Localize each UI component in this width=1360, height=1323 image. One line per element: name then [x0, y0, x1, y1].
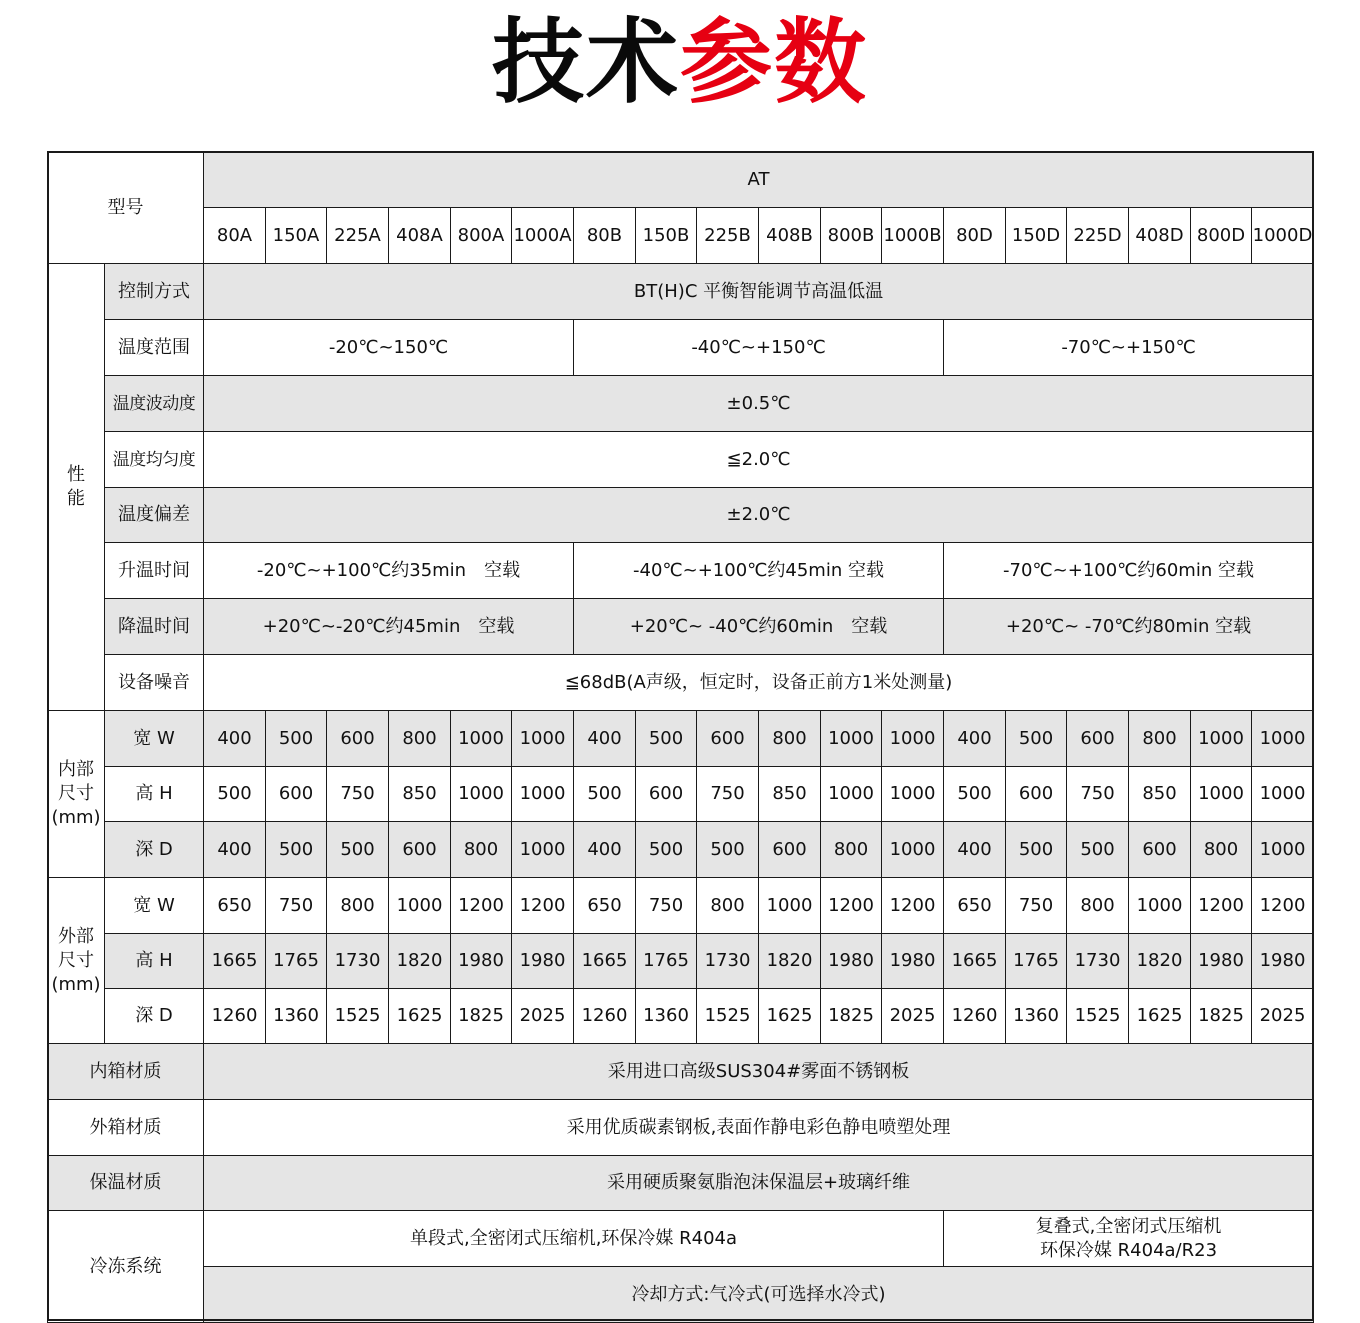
dimension-value: 600 [1066, 710, 1129, 767]
dimension-value: 600 [758, 821, 821, 878]
dimension-value: 1665 [943, 933, 1006, 989]
row-label-material-insulation: 保温材质 [47, 1155, 204, 1211]
dimension-value: 750 [1005, 877, 1067, 934]
dimension-value: 500 [1005, 821, 1067, 878]
dimension-value: 1360 [265, 988, 327, 1044]
dimension-value: 600 [265, 766, 327, 822]
dimension-value: 1665 [203, 933, 266, 989]
value-cooling-method: 冷却方式:气冷式(可选择水冷式) [203, 1266, 1314, 1323]
row-label-outer-dimension: 高 H [104, 933, 204, 989]
dimension-value: 1360 [1005, 988, 1067, 1044]
dimension-value: 1000 [450, 766, 512, 822]
dimension-value: 1730 [326, 933, 389, 989]
value-control: BT(H)C 平衡智能调节高温低温 [203, 263, 1314, 320]
dimension-value: 1820 [388, 933, 451, 989]
dimension-value: 1000 [1190, 766, 1252, 822]
dimension-value: 1000 [511, 821, 574, 878]
dimension-value: 1730 [696, 933, 759, 989]
dimension-value: 1000 [820, 710, 882, 767]
value-temp-range: -20℃~150℃ [203, 319, 574, 376]
value-uniformity: ≦2.0℃ [203, 431, 1314, 488]
dimension-value: 1260 [573, 988, 636, 1044]
dimension-value: 2025 [881, 988, 944, 1044]
model-header: 408D [1128, 207, 1191, 264]
dimension-value: 850 [388, 766, 451, 822]
row-label-uniformity: 温度均匀度 [104, 431, 204, 488]
dimension-value: 500 [326, 821, 389, 878]
dimension-value: 800 [758, 710, 821, 767]
dimension-value: 1980 [881, 933, 944, 989]
dimension-value: 1360 [635, 988, 697, 1044]
dimension-value: 1525 [326, 988, 389, 1044]
dimension-value: 1000 [511, 766, 574, 822]
model-header: 800A [450, 207, 512, 264]
value-cooling-time: +20℃~ -70℃约80min 空载 [943, 598, 1314, 655]
dimension-value: 1260 [203, 988, 266, 1044]
dimension-value: 1825 [1190, 988, 1252, 1044]
value-temp-range: -40℃~+150℃ [573, 319, 944, 376]
row-label-cooling-time: 降温时间 [104, 598, 204, 655]
dimension-value: 600 [696, 710, 759, 767]
dimension-value: 1765 [1005, 933, 1067, 989]
value-temp-range: -70℃~+150℃ [943, 319, 1314, 376]
dimension-value: 800 [450, 821, 512, 878]
model-label: 型号 [47, 151, 204, 264]
row-label-heating-time: 升温时间 [104, 542, 204, 599]
dimension-value: 1980 [450, 933, 512, 989]
dimension-value: 750 [1066, 766, 1129, 822]
dimension-value: 1825 [450, 988, 512, 1044]
dimension-value: 1625 [388, 988, 451, 1044]
dimension-value: 2025 [1251, 988, 1314, 1044]
dimension-value: 1000 [881, 821, 944, 878]
dimension-value: 750 [326, 766, 389, 822]
model-header: 1000D [1251, 207, 1314, 264]
dimension-value: 1000 [388, 877, 451, 934]
title-part-1: 技术 [491, 9, 680, 116]
value-material-outer: 采用优质碳素钢板,表面作静电彩色静电喷塑处理 [203, 1099, 1314, 1156]
dimension-value: 500 [635, 710, 697, 767]
group-label-outer-size: 外部 尺寸 (mm) [47, 877, 105, 1044]
dimension-value: 400 [573, 710, 636, 767]
dimension-value: 650 [573, 877, 636, 934]
dimension-value: 500 [943, 766, 1006, 822]
dimension-value: 800 [1066, 877, 1129, 934]
dimension-value: 800 [1128, 710, 1191, 767]
dimension-value: 1980 [820, 933, 882, 989]
dimension-value: 500 [1066, 821, 1129, 878]
dimension-value: 1765 [635, 933, 697, 989]
dimension-value: 1000 [1128, 877, 1191, 934]
dimension-value: 1000 [450, 710, 512, 767]
dimension-value: 500 [696, 821, 759, 878]
dimension-value: 1525 [1066, 988, 1129, 1044]
dimension-value: 500 [1005, 710, 1067, 767]
model-header: 408A [388, 207, 451, 264]
value-heating-time: -20℃~+100℃约35min 空载 [203, 542, 574, 599]
row-label-inner-dimension: 深 D [104, 821, 204, 878]
row-label-noise: 设备噪音 [104, 654, 204, 711]
dimension-value: 1000 [1251, 766, 1314, 822]
row-label-outer-dimension: 深 D [104, 988, 204, 1044]
dimension-value: 1980 [511, 933, 574, 989]
group-label-inner-size: 内部 尺寸 (mm) [47, 710, 105, 878]
value-cooling-time: +20℃~ -40℃约60min 空载 [573, 598, 944, 655]
dimension-value: 1765 [265, 933, 327, 989]
dimension-value: 600 [388, 821, 451, 878]
dimension-value: 400 [203, 710, 266, 767]
dimension-value: 1000 [758, 877, 821, 934]
dimension-value: 1000 [1251, 710, 1314, 767]
dimension-value: 800 [1190, 821, 1252, 878]
dimension-value: 1000 [881, 710, 944, 767]
row-label-inner-dimension: 宽 W [104, 710, 204, 767]
row-label-material-inner: 内箱材质 [47, 1043, 204, 1100]
row-label-control: 控制方式 [104, 263, 204, 320]
dimension-value: 1000 [881, 766, 944, 822]
model-header: 80D [943, 207, 1006, 264]
value-refrigeration-cascade: 复叠式,全密闭式压缩机 环保冷媒 R404a/R23 [943, 1210, 1314, 1267]
row-label-outer-dimension: 宽 W [104, 877, 204, 934]
dimension-value: 800 [820, 821, 882, 878]
dimension-value: 1820 [758, 933, 821, 989]
model-header: 800B [820, 207, 882, 264]
value-heating-time: -70℃~+100℃约60min 空载 [943, 542, 1314, 599]
dimension-value: 850 [1128, 766, 1191, 822]
dimension-value: 650 [203, 877, 266, 934]
dimension-value: 600 [326, 710, 389, 767]
series-label: AT [203, 151, 1314, 208]
dimension-value: 1260 [943, 988, 1006, 1044]
dimension-value: 600 [1128, 821, 1191, 878]
group-label-performance: 性 能 [47, 263, 105, 711]
value-heating-time: -40℃~+100℃约45min 空载 [573, 542, 944, 599]
value-fluctuation: ±0.5℃ [203, 375, 1314, 432]
model-header: 80B [573, 207, 636, 264]
model-header: 225D [1066, 207, 1129, 264]
dimension-value: 1200 [820, 877, 882, 934]
title-part-2: 参数 [680, 9, 869, 116]
row-label-refrigeration: 冷冻系统 [47, 1210, 204, 1323]
model-header: 225A [326, 207, 389, 264]
model-header: 150D [1005, 207, 1067, 264]
dimension-value: 1625 [1128, 988, 1191, 1044]
dimension-value: 1825 [820, 988, 882, 1044]
model-header: 150B [635, 207, 697, 264]
value-refrigeration-single-stage: 单段式,全密闭式压缩机,环保冷媒 R404a [203, 1210, 944, 1267]
dimension-value: 800 [388, 710, 451, 767]
dimension-value: 1000 [511, 710, 574, 767]
model-header: 225B [696, 207, 759, 264]
dimension-value: 750 [635, 877, 697, 934]
row-label-fluctuation: 温度波动度 [104, 375, 204, 432]
dimension-value: 500 [573, 766, 636, 822]
dimension-value: 1200 [511, 877, 574, 934]
dimension-value: 1200 [1251, 877, 1314, 934]
row-label-deviation: 温度偏差 [104, 487, 204, 543]
row-label-temp-range: 温度范围 [104, 319, 204, 376]
dimension-value: 1820 [1128, 933, 1191, 989]
model-header: 800D [1190, 207, 1252, 264]
dimension-value: 850 [758, 766, 821, 822]
dimension-value: 400 [573, 821, 636, 878]
row-label-inner-dimension: 高 H [104, 766, 204, 822]
dimension-value: 500 [265, 710, 327, 767]
value-deviation: ±2.0℃ [203, 487, 1314, 543]
dimension-value: 1730 [1066, 933, 1129, 989]
model-header: 1000A [511, 207, 574, 264]
model-header: 1000B [881, 207, 944, 264]
dimension-value: 1665 [573, 933, 636, 989]
dimension-value: 1000 [820, 766, 882, 822]
dimension-value: 1525 [696, 988, 759, 1044]
value-noise: ≦68dB(A声级，恒定时，设备正前方1米处测量) [203, 654, 1314, 711]
model-header: 150A [265, 207, 327, 264]
dimension-value: 500 [203, 766, 266, 822]
dimension-value: 800 [696, 877, 759, 934]
dimension-value: 1980 [1251, 933, 1314, 989]
dimension-value: 1980 [1190, 933, 1252, 989]
dimension-value: 1200 [1190, 877, 1252, 934]
model-header: 80A [203, 207, 266, 264]
dimension-value: 600 [635, 766, 697, 822]
value-cooling-time: +20℃~-20℃约45min 空载 [203, 598, 574, 655]
value-material-insulation: 采用硬质聚氨脂泡沫保温层+玻璃纤维 [203, 1155, 1314, 1211]
dimension-value: 500 [265, 821, 327, 878]
dimension-value: 600 [1005, 766, 1067, 822]
dimension-value: 1200 [450, 877, 512, 934]
dimension-value: 500 [635, 821, 697, 878]
dimension-value: 1200 [881, 877, 944, 934]
dimension-value: 800 [326, 877, 389, 934]
model-header: 408B [758, 207, 821, 264]
dimension-value: 2025 [511, 988, 574, 1044]
dimension-value: 750 [265, 877, 327, 934]
dimension-value: 400 [943, 821, 1006, 878]
dimension-value: 1000 [1190, 710, 1252, 767]
dimension-value: 1625 [758, 988, 821, 1044]
dimension-value: 750 [696, 766, 759, 822]
row-label-material-outer: 外箱材质 [47, 1099, 204, 1156]
dimension-value: 1000 [1251, 821, 1314, 878]
value-material-inner: 采用进口高级SUS304#雾面不锈钢板 [203, 1043, 1314, 1100]
dimension-value: 400 [203, 821, 266, 878]
dimension-value: 400 [943, 710, 1006, 767]
dimension-value: 650 [943, 877, 1006, 934]
